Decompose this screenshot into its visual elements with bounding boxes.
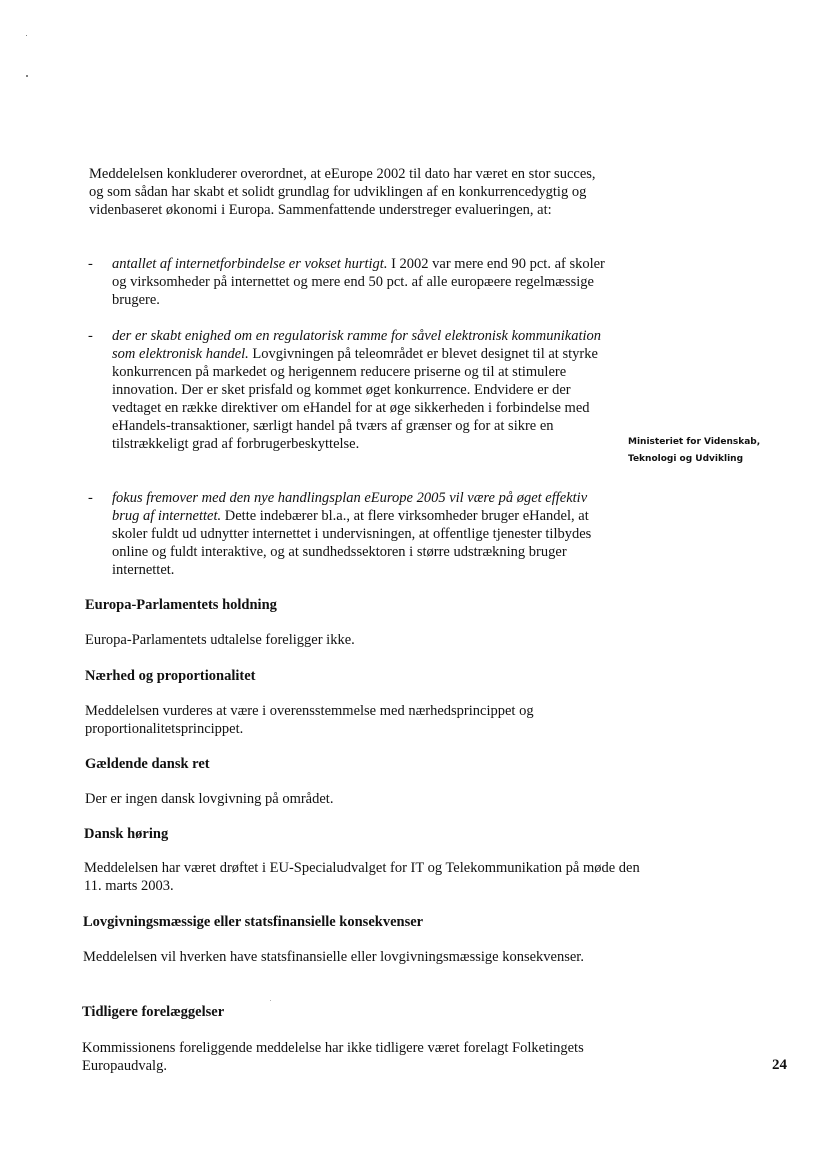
bullet-body: Lovgivningen på teleområdet er blevet designet til at styrke konkurrencen på markedet og herigennem reducere priserne og til at stimulere innovation. Der er sket prisfald og kommet øget konkurrence. Endvidere er der vedtaget en række direktiver om eHandel for at øge sikkerheden i forbindelse med eHandels-transaktioner, særligt handel på tværs af grænser og for at sikre en tilstrækkeligt grad af forbrugerbeskyttelse.	[112, 346, 598, 452]
bullet-body: I 2002 var mere end 90 pct. af skoler og virksomheder på internettet og mere end 50 pct. af alle europæere regelmæssige brugere.	[112, 256, 605, 308]
section-heading: Nærhed og proportionalitet	[85, 668, 256, 684]
section-heading: Tidligere forelæggelser	[82, 1004, 225, 1020]
section-heading: Dansk høring	[84, 826, 169, 842]
ministry-name-line2: Teknologi og Udvikling	[628, 454, 744, 464]
section-heading: Gældende dansk ret	[85, 756, 210, 772]
ministry-sidebar	[628, 434, 818, 468]
section-text: Der er ingen dansk lovgivning på området.	[85, 791, 334, 807]
bullet-lead: der er skabt enighed om en regulatorisk ramme for såvel elektronisk kommunikation som elektronisk handel.	[112, 328, 602, 362]
section-text: Meddelelsen vurderes at være i overensstemmelse med nærhedsprincippet og proportionalitetsprincippet.	[85, 703, 534, 737]
section-text: Kommissionens foreliggende meddelelse har ikke tidligere været forelagt Folketingets Europaudvalg.	[82, 1040, 584, 1074]
bullet-lead: fokus fremover med den nye handlingsplan eEurope 2005 vil være på øget effektiv brug af internettet.	[112, 490, 588, 524]
section-heading: Lovgivningsmæssige eller statsfinansielle konsekvenser	[83, 914, 424, 930]
scan-speck	[26, 35, 27, 36]
page-number: 24	[772, 1057, 787, 1073]
ministry-name-line1: Ministeriet for Videnskab,	[628, 437, 761, 447]
bullet-text	[112, 489, 608, 579]
bullet-lead: antallet af internetforbindelse er vokset hurtigt.	[112, 256, 388, 272]
bullet-text	[112, 327, 608, 453]
scan-speck	[270, 1000, 271, 1001]
bullet-dash: -	[88, 256, 93, 272]
section-heading: Europa-Parlamentets holdning	[85, 597, 277, 613]
bullet-dash: -	[88, 328, 93, 344]
scan-speck	[26, 75, 28, 77]
section-text: Meddelelsen har været drøftet i EU-Specialudvalget for IT og Telekommunikation på møde den 11. marts 2003.	[84, 860, 640, 894]
bullet-dash: -	[88, 490, 93, 506]
bullet-text	[112, 255, 608, 309]
section-text: Europa-Parlamentets udtalelse foreligger ikke.	[85, 632, 355, 648]
intro-paragraph: Meddelelsen konkluderer overordnet, at eEurope 2002 til dato har været en stor succes, og som sådan har skabt et solidt grundlag for udviklingen af en konkurrencedygtig og videnbaseret økonomi i Europa. Sammenfattende understreger evalueringen, at:	[89, 166, 596, 218]
bullet-body: Dette indebærer bl.a., at flere virksomheder bruger eHandel, at skoler fuldt ud udnytter internettet i undervisningen, at offentlige tjenester tilbydes online og fuldt interaktive, og at sundhedssektoren i større udstrækning bruger internettet.	[112, 508, 592, 578]
section-text: Meddelelsen vil hverken have statsfinansielle eller lovgivningsmæssige konsekvenser.	[83, 949, 584, 965]
